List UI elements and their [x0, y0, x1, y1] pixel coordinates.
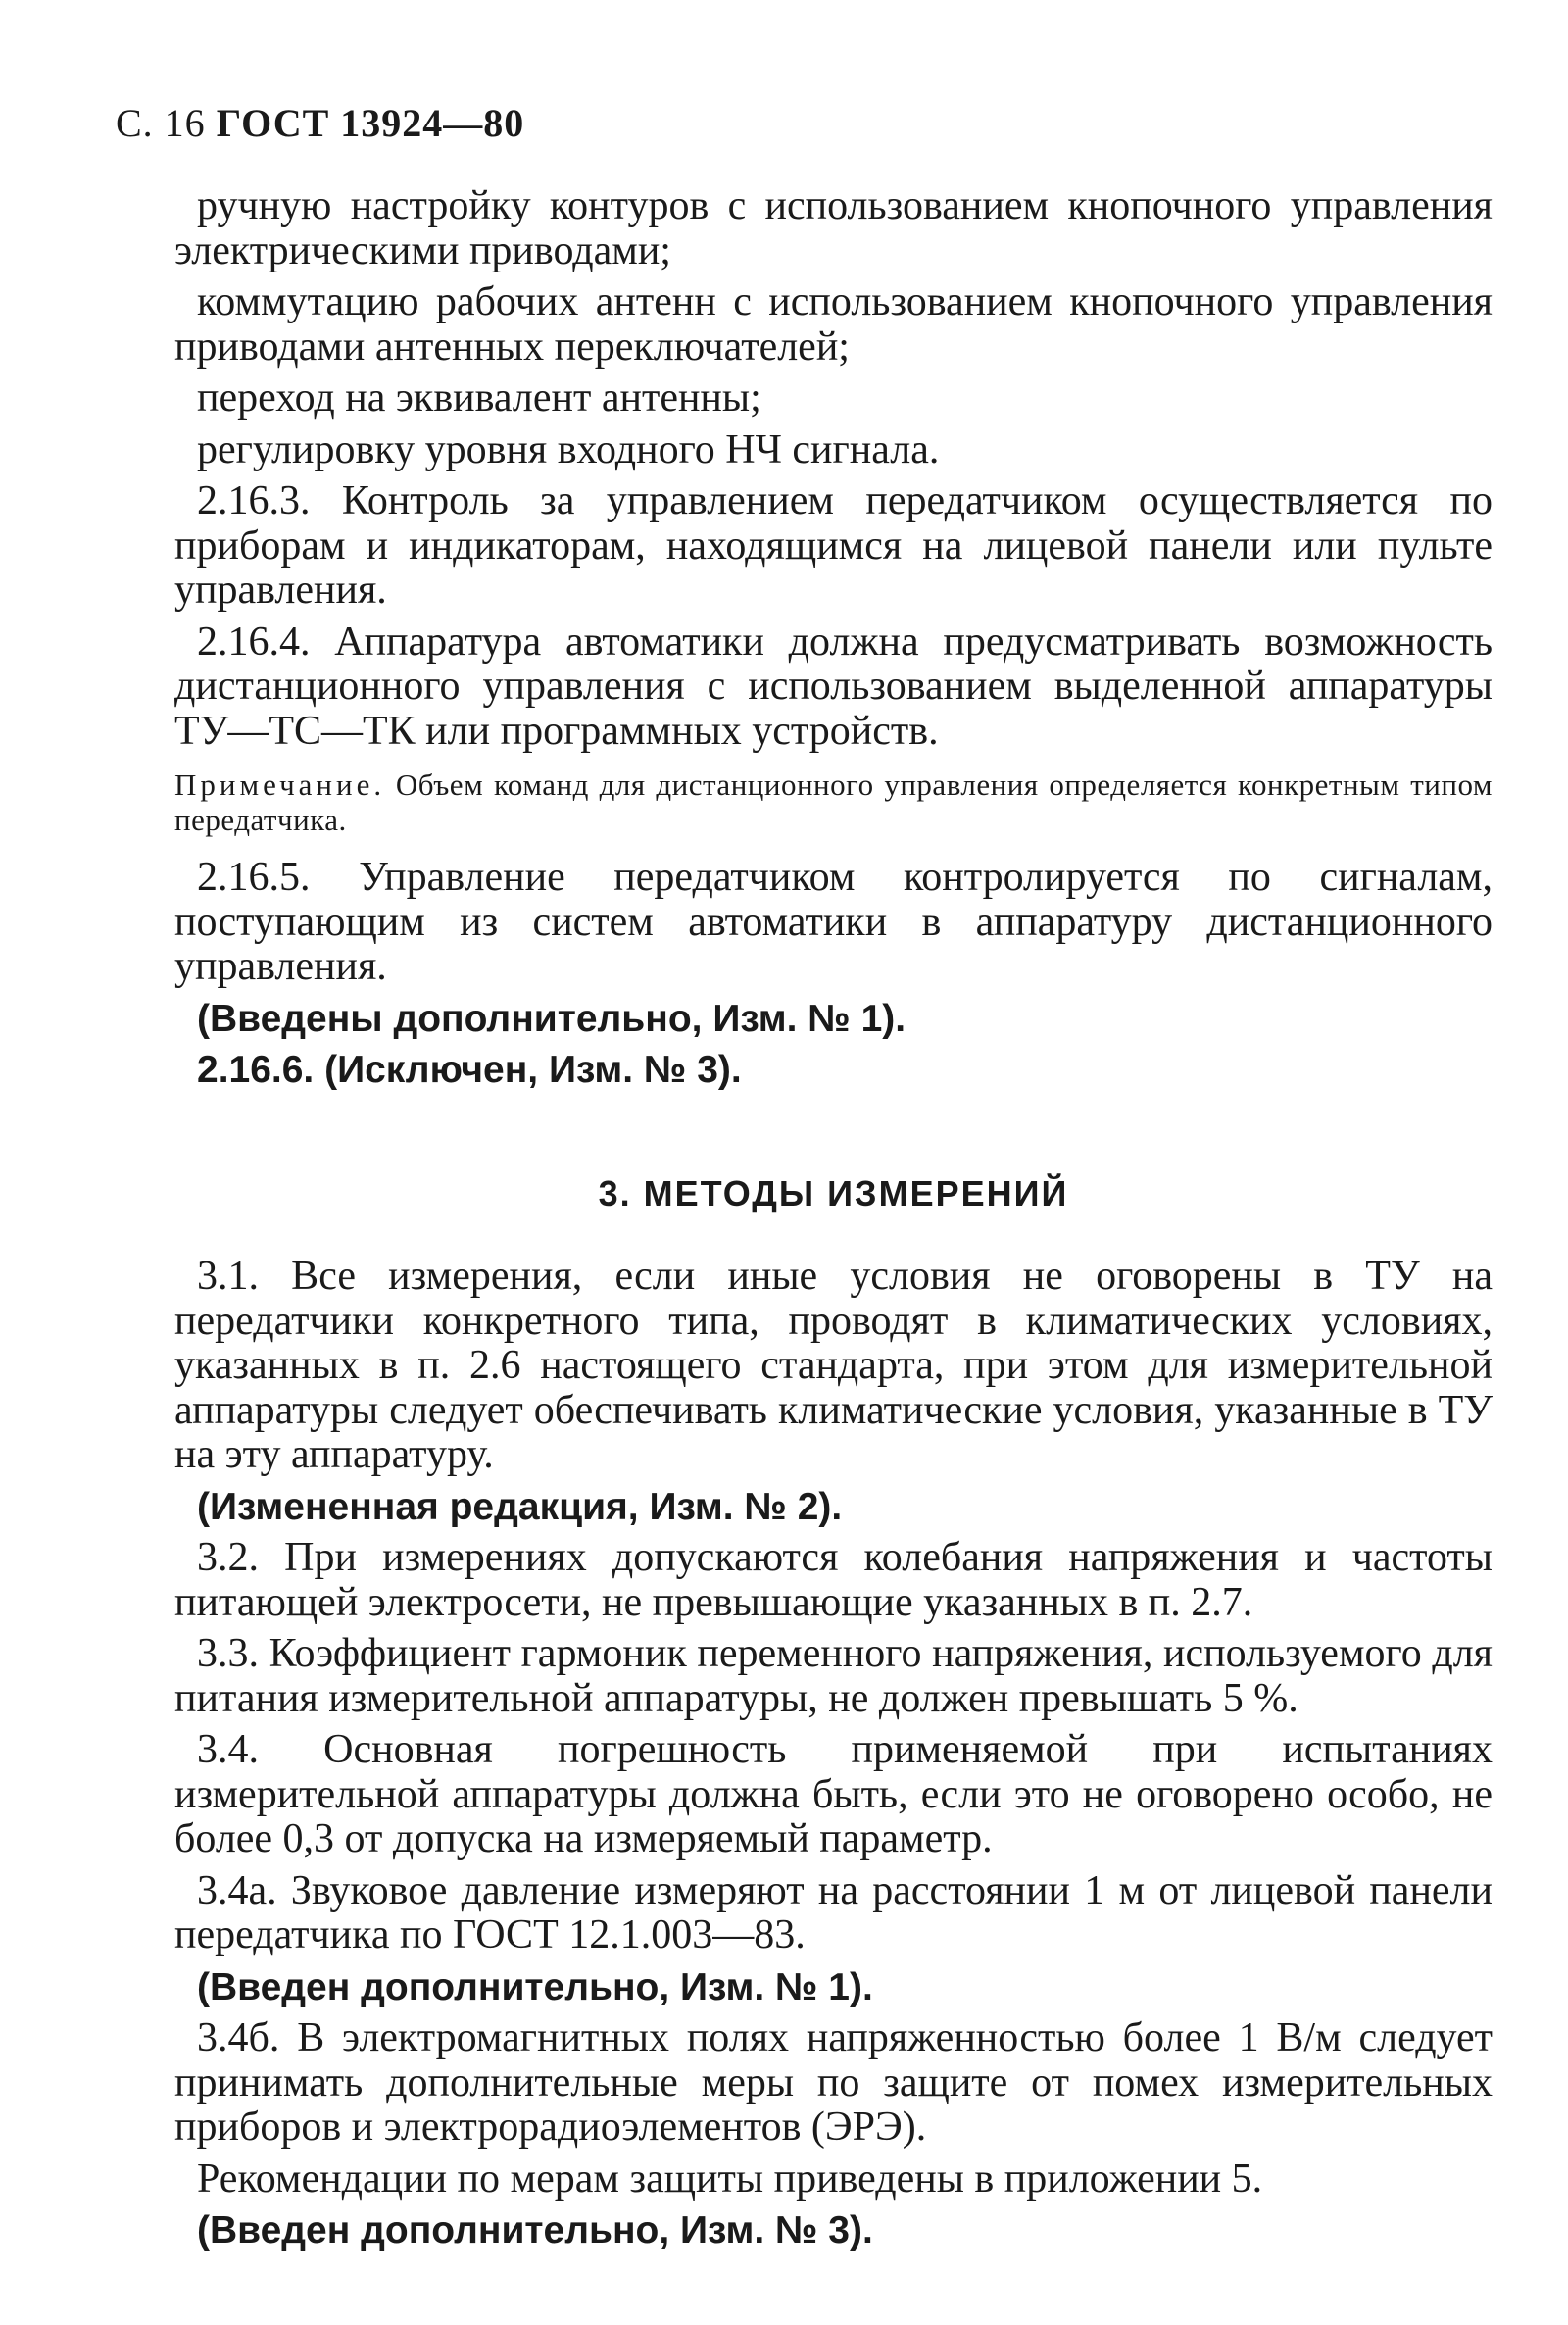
paragraph: Рекомендации по мерам защиты приведены в приложении 5. — [197, 2155, 1263, 2201]
clause-3-3: 3.3. Коэффициент гармоник переменного напряжения, используемого для питания измерительной аппаратуры, не должен превышать 5 %. — [174, 1631, 1493, 1721]
clause-2-16-5: 2.16.5. Управление передатчиком контролируется по сигналам, поступающим из систем автоматики в аппаратуру дистанционного управления. — [174, 855, 1493, 989]
standard-number: ГОСТ 13924—80 — [216, 101, 525, 145]
paragraph: ручную настройку контуров с использованием кнопочного управления электрическими приводами; — [174, 183, 1493, 273]
clause-2-16-4: 2.16.4. Аппаратура автоматики должна предусматривать возможность дистанционного управления с использованием выделенной аппаратуры ТУ—ТС—ТК или программных устройств. — [174, 618, 1493, 754]
clause-3-4a: 3.4а. Звуковое давление измеряют на расстоянии 1 м от лицевой панели передатчика по ГОСТ 12.1.003—83. — [174, 1867, 1493, 1957]
note-label: Примечание. — [174, 767, 386, 802]
page-header — [116, 100, 524, 146]
section-heading: 3. МЕТОДЫ ИЗМЕРЕНИЙ — [598, 1172, 1069, 1213]
clause-2-16-6: 2.16.6. (Исключен, Изм. № 3). — [197, 1049, 742, 1091]
clause-3-2: 3.2. При измерениях допускаются колебания напряжения и частоты питающей электросети, не превышающие указанных в п. 2.7. — [174, 1535, 1493, 1625]
amendment-note: (Измененная редакция, Изм. № 2). — [197, 1485, 843, 1528]
paragraph: переход на эквивалент антенны; — [197, 375, 761, 420]
page-number: С. 16 — [116, 101, 206, 145]
amendment-note: (Введены дополнительно, Изм. № 1). — [197, 997, 906, 1040]
body-text — [174, 184, 1493, 2260]
paragraph: коммутацию рабочих антенн с использованием кнопочного управления приводами антенных переключателей; — [174, 279, 1493, 370]
note-text: Объем команд для дистанционного управления определяется конкретным типом передатчика. — [174, 767, 1493, 837]
clause-3-4b: 3.4б. В электромагнитных полях напряженностью более 1 В/м следует принимать дополнительные меры по защите от помех измерительных приборов и электрорадиоэлементов (ЭРЭ). — [174, 2015, 1493, 2150]
clause-3-4: 3.4. Основная погрешность применяемой при испытаниях измерительной аппаратуры должна быть, если это не оговорено особо, не более 0,3 от допуска на измеряемый параметр. — [174, 1727, 1493, 1861]
amendment-note: (Введен дополнительно, Изм. № 1). — [197, 1965, 873, 2008]
clause-2-16-3: 2.16.3. Контроль за управлением передатчиком осуществляется по приборам и индикаторам, находящимся на лицевой панели или пульте управления. — [174, 478, 1493, 613]
paragraph: регулировку уровня входного НЧ сигнала. — [197, 426, 940, 472]
note — [174, 767, 1493, 838]
amendment-note: (Введен дополнительно, Изм. № 3). — [197, 2209, 873, 2251]
clause-3-1: 3.1. Все измерения, если иные условия не оговорены в ТУ на передатчики конкретного типа, проводят в климатических условиях, указанных в п. 2.6 настоящего стандарта, при этом для измерительной аппаратуры следует обеспечивать климатические условия, указанные в ТУ на эту аппаратуру. — [174, 1254, 1493, 1477]
